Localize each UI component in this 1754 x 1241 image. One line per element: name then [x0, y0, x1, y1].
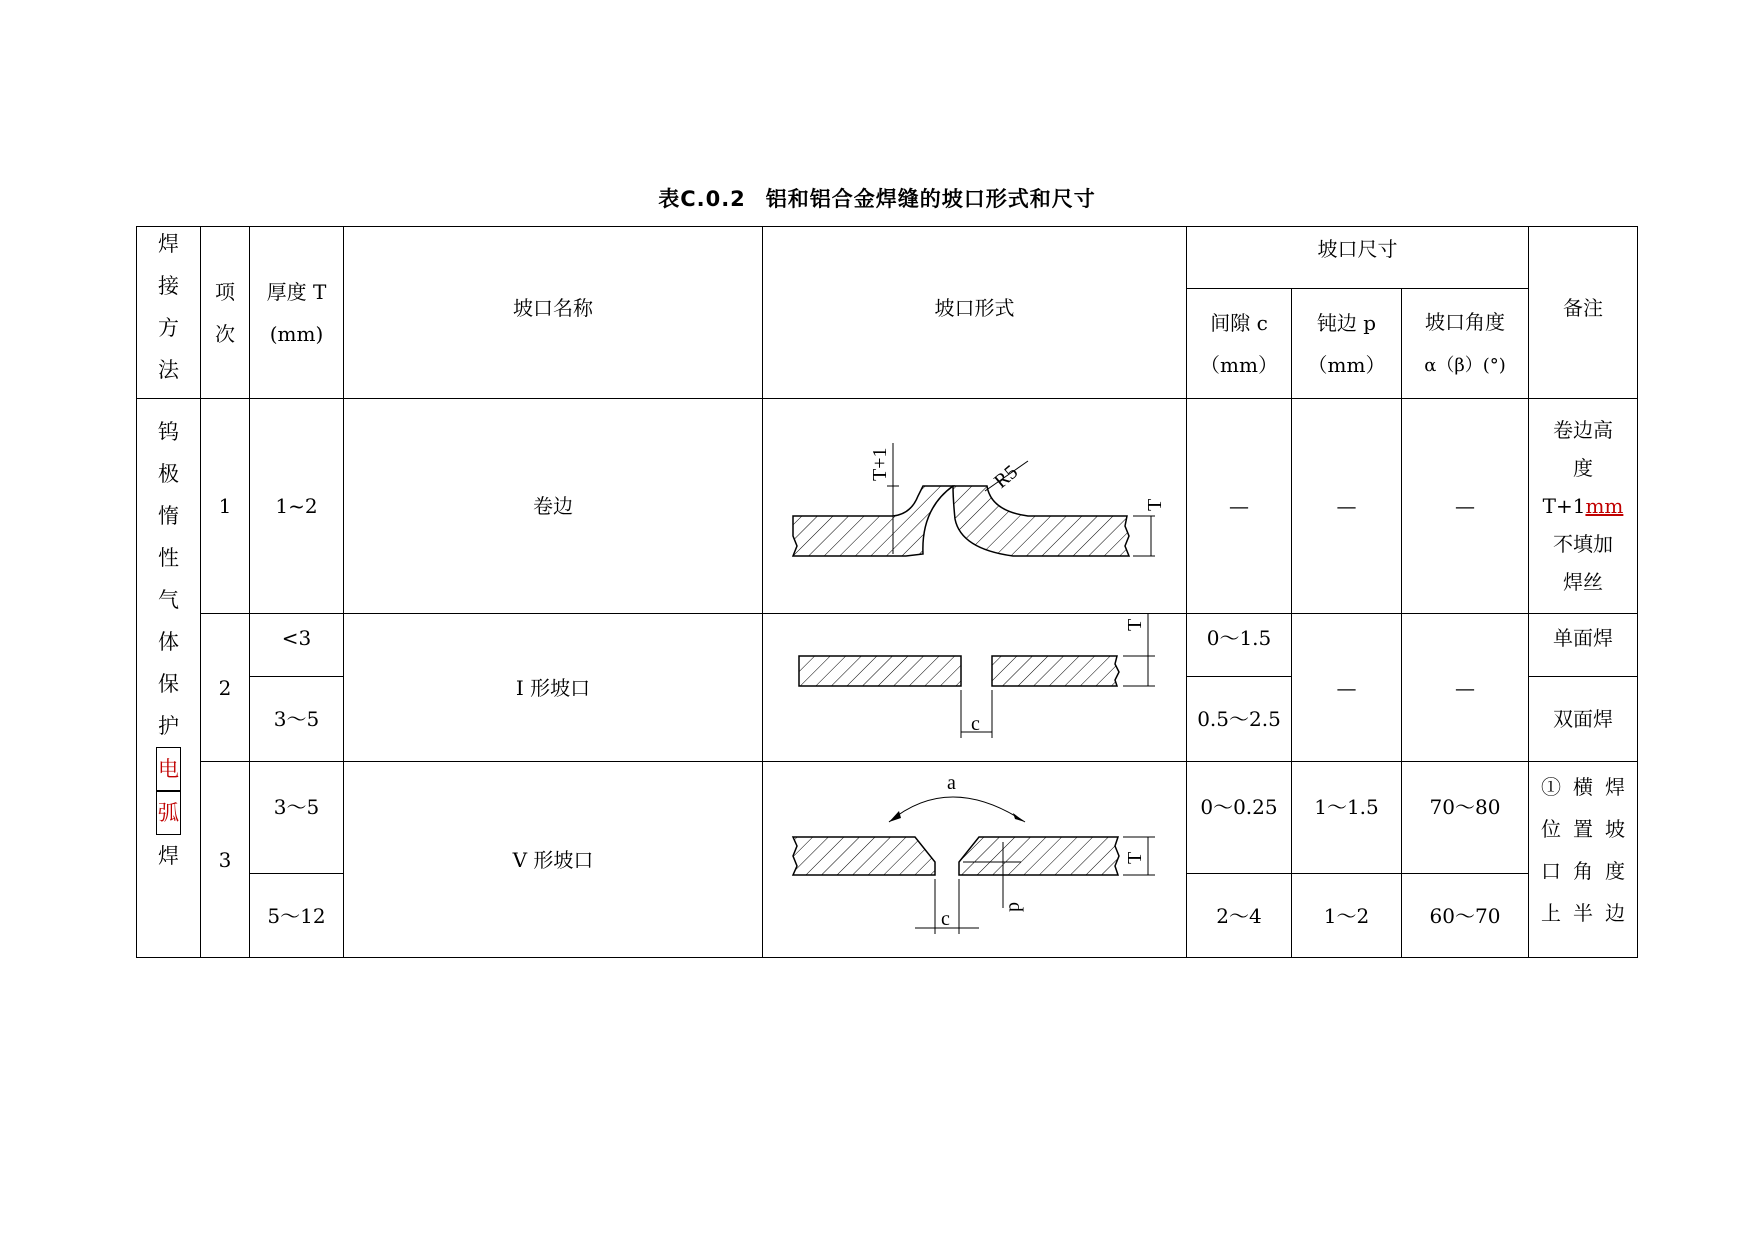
- row3a-angle: 70～80: [1402, 762, 1529, 874]
- mm-unit: mm: [1585, 494, 1624, 518]
- table-title-text: 铝和铝合金焊缝的坡口形式和尺寸: [765, 187, 1096, 211]
- label-thickness: T: [1124, 851, 1146, 864]
- row1-root: —: [1292, 399, 1402, 614]
- header-thickness: 厚度 T (mm): [250, 227, 344, 399]
- boxed-char: 电: [156, 747, 181, 791]
- table-number: 表C.0.2: [658, 187, 746, 211]
- v-groove-diagram: [763, 762, 1187, 952]
- header-gap: 间隙 c （mm）: [1187, 289, 1292, 399]
- label-t-plus-1: T+1: [869, 447, 891, 481]
- row2-angle: —: [1402, 614, 1529, 762]
- table-title: [0, 183, 1754, 213]
- row2a-remark: 单面焊: [1529, 614, 1638, 677]
- row3-remark: ①横焊 位置坡 口角度 上半边: [1529, 762, 1638, 958]
- row1-gap: —: [1187, 399, 1292, 614]
- row1-figure: [763, 399, 1187, 614]
- boxed-char: 弧: [156, 791, 181, 835]
- label-alpha: a: [947, 772, 956, 794]
- header-angle: 坡口角度 α（β）(°): [1402, 289, 1529, 399]
- row3a-thickness: 3～5: [250, 762, 344, 874]
- row2b-gap: 0.5～2.5: [1187, 676, 1292, 761]
- header-groove-name: 坡口名称: [344, 227, 763, 399]
- row1-angle: —: [1402, 399, 1529, 614]
- i-groove-diagram: [763, 614, 1187, 756]
- header-root-face: 钝边 p （mm）: [1292, 289, 1402, 399]
- label-r5: R5: [990, 460, 1023, 493]
- row3a-gap: 0～0.25: [1187, 762, 1292, 874]
- row2-name: I 形坡口: [344, 614, 763, 762]
- header-remark: 备注: [1529, 227, 1638, 399]
- flange-groove-diagram: [763, 399, 1187, 608]
- header-item: 项 次: [201, 227, 250, 399]
- row1-name: 卷边: [344, 399, 763, 614]
- header-groove-size: 坡口尺寸: [1187, 227, 1529, 289]
- row3-figure: [763, 762, 1187, 958]
- label-root-face: p: [1002, 902, 1024, 912]
- row3b-thickness: 5～12: [250, 874, 344, 958]
- row3-name: V 形坡口: [344, 762, 763, 958]
- row3b-gap: 2～4: [1187, 874, 1292, 958]
- header-groove-form: 坡口形式: [763, 227, 1187, 399]
- row2b-remark: 双面焊: [1529, 676, 1638, 761]
- row1-item: 1: [201, 399, 250, 614]
- row2-item: 2: [201, 614, 250, 762]
- label-thickness: T: [1144, 498, 1166, 511]
- groove-table: [136, 226, 1638, 958]
- label-gap: c: [941, 908, 950, 930]
- row1-remark: 卷边高 度 T+1mm 不填加 焊丝: [1529, 399, 1638, 614]
- row2a-gap: 0～1.5: [1187, 614, 1292, 677]
- row3a-root: 1～1.5: [1292, 762, 1402, 874]
- label-gap: c: [971, 713, 980, 735]
- row2-figure: [763, 614, 1187, 762]
- row2a-thickness: <3: [250, 614, 344, 677]
- label-thickness: T: [1124, 618, 1146, 631]
- method-cell: 钨 极 惰 性 气 体 保 护 电 弧 焊: [137, 399, 201, 958]
- row2b-thickness: 3～5: [250, 676, 344, 761]
- row3b-root: 1～2: [1292, 874, 1402, 958]
- row3-item: 3: [201, 762, 250, 958]
- header-method: 焊 接 方 法: [137, 227, 201, 399]
- row1-thickness: 1~2: [250, 399, 344, 614]
- row3b-angle: 60～70: [1402, 874, 1529, 958]
- row2-root: —: [1292, 614, 1402, 762]
